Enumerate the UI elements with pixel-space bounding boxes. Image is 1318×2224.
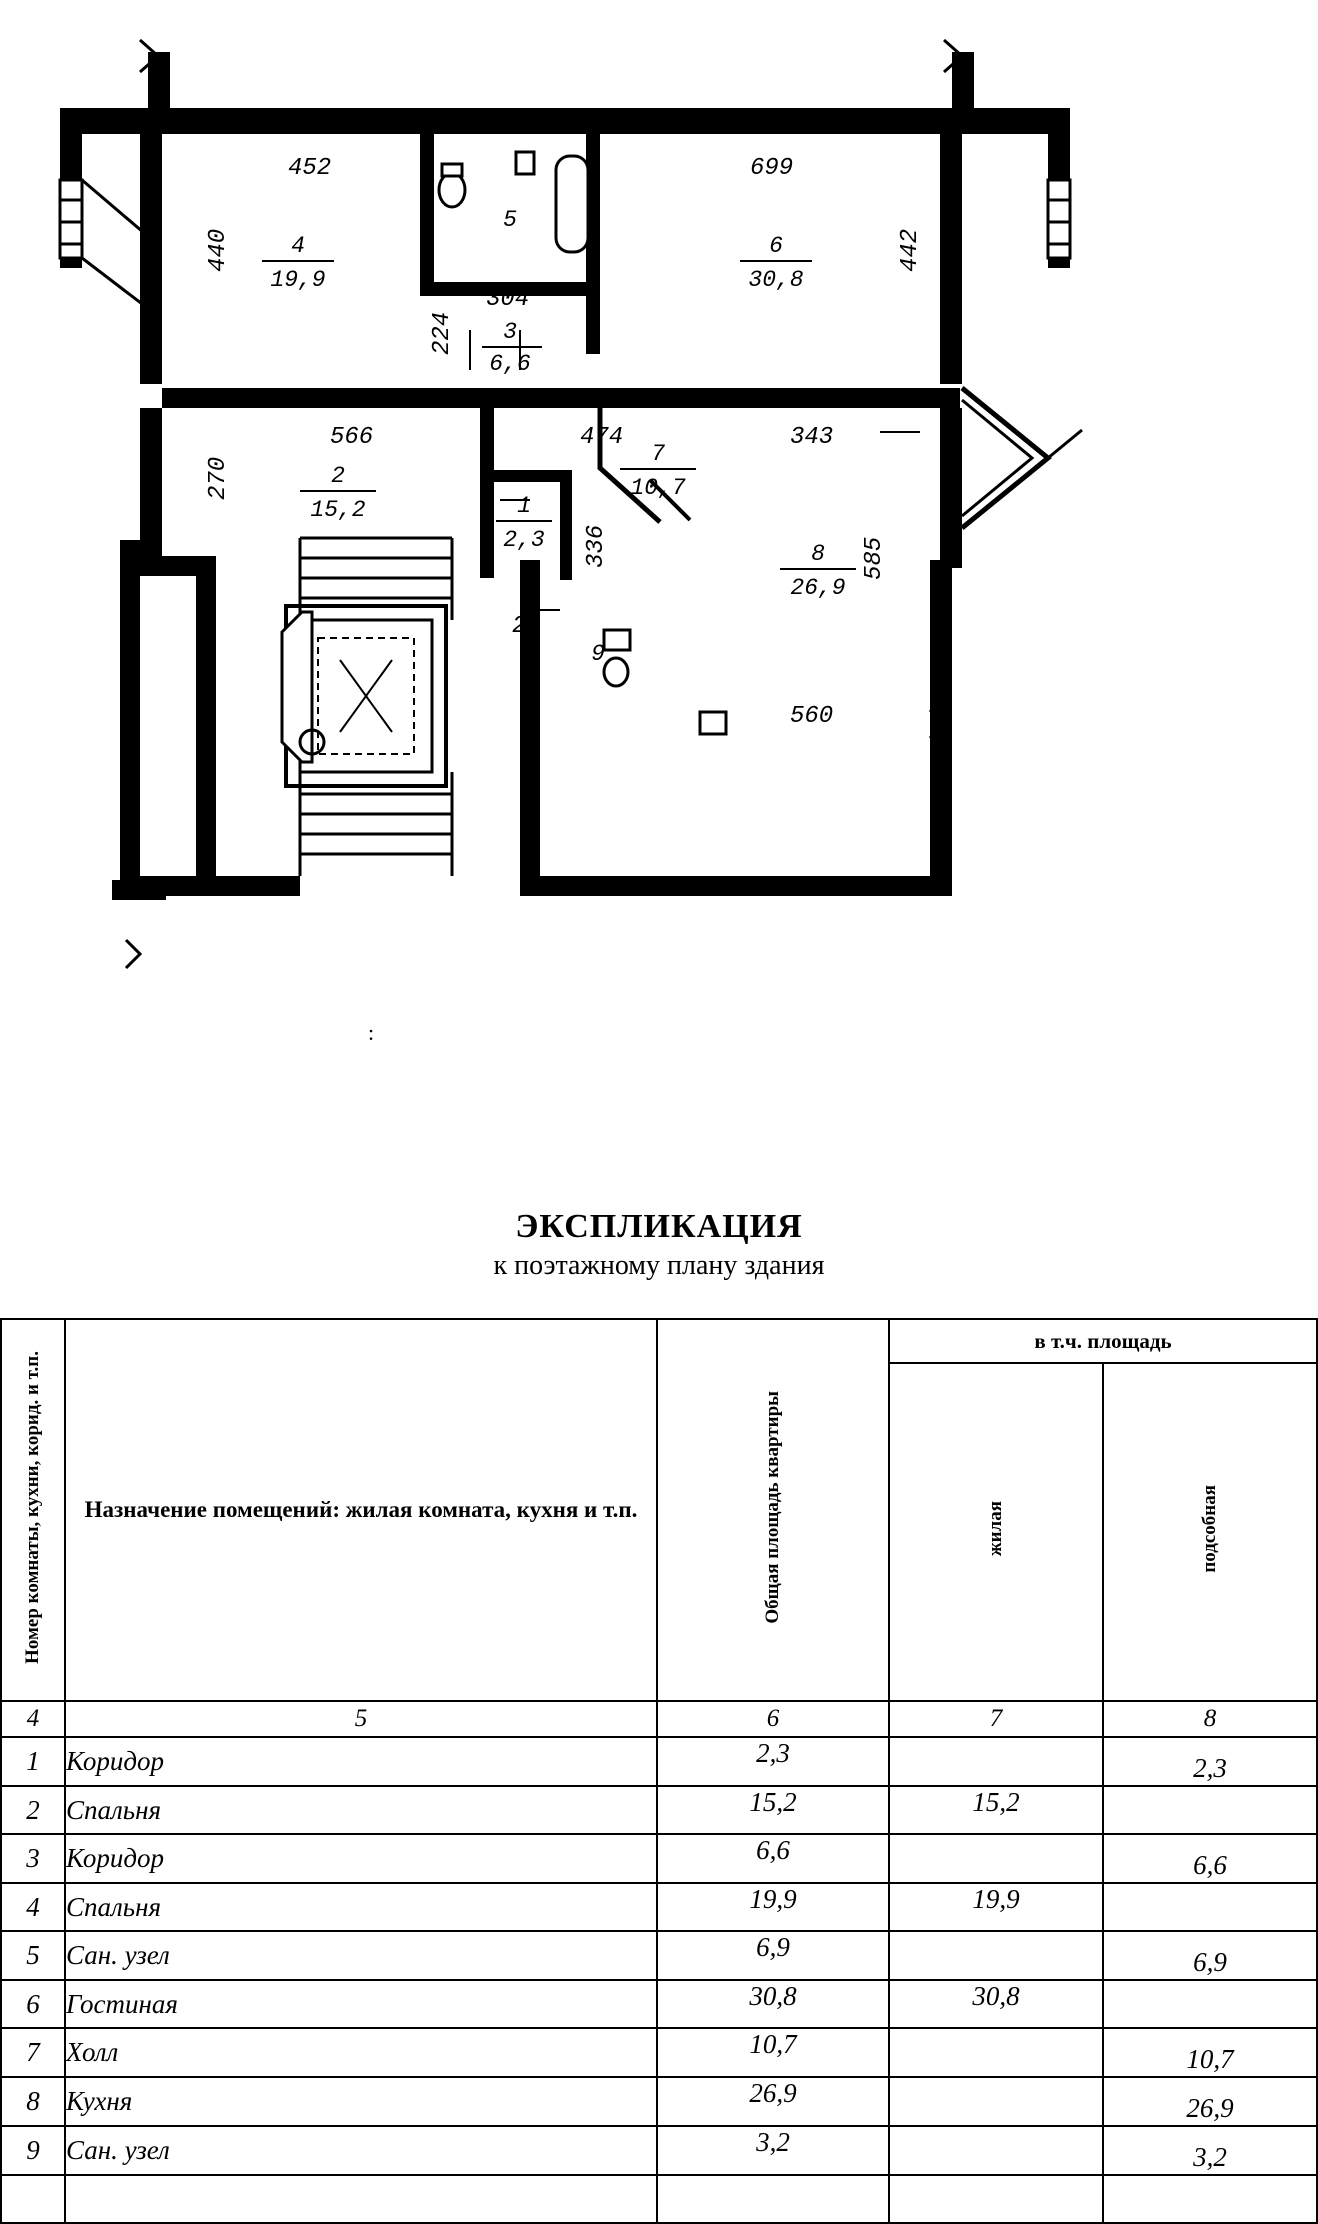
plan-room-6-id: 6 [769,233,783,259]
table-row [1,1737,1317,1786]
row-index: 8 [1,2077,65,2126]
row-index: 3 [1,1834,65,1883]
explication-table [0,1318,1318,2224]
row-index: 4 [1,1883,65,1931]
dim-mid-left: 566 [330,424,374,451]
row-index: 6 [1,1980,65,2028]
row-utility [1103,1883,1317,1931]
header-living-cell [889,1363,1103,1701]
row-total: 10,7 [657,2028,889,2077]
dim-stair-24: 24 [512,613,541,640]
row-name: Кухня [65,2077,657,2126]
plan-room-5-id: 5 [503,207,517,233]
row-living [889,2077,1103,2126]
row-utility: 26,9 [1103,2077,1317,2126]
row-living [889,2175,1103,2223]
plan-room-4-id: 4 [291,233,305,259]
header-group-cell [889,1319,1317,1363]
header-group-label: в т.ч. площадь [1034,1328,1172,1353]
colnum-total: 6 [657,1701,889,1737]
explication-title-block [0,1208,1318,1282]
dim-center-224: 224 [429,311,456,355]
row-living: 15,2 [889,1786,1103,1834]
page-subtitle: к поэтажному плану здания [493,1250,825,1281]
row-living [889,2028,1103,2077]
plan-room-3-area: 6,6 [489,351,531,377]
row-total: 6,6 [657,1834,889,1883]
row-total: 30,8 [657,1980,889,2028]
table-row [1,1980,1317,2028]
colnum-index: 4 [1,1701,65,1737]
row-name: Сан. узел [65,2126,657,2175]
row-utility [1103,1980,1317,2028]
row-living [889,2126,1103,2175]
row-living [889,1834,1103,1883]
header-index-label: Номер комнаты, кухни, корид. и т.п. [22,1350,44,1664]
plan-colon-marker: : [368,1020,375,1045]
header-total-label: Общая площадь квартиры [762,1390,783,1624]
dim-left-mid: 270 [205,456,232,500]
row-utility: 6,9 [1103,1931,1317,1980]
row-total: 6,9 [657,1931,889,1980]
table-row [1,1786,1317,1834]
table-row [1,1931,1317,1980]
row-name: Спальня [65,1883,657,1931]
header-purpose-cell [65,1319,657,1701]
row-living [889,1931,1103,1980]
table-row [1,2126,1317,2175]
dim-left-upper: 440 [205,228,232,272]
plan-room-9-id: 9 [591,641,605,667]
row-name: Коридор [65,1834,657,1883]
dim-top-right: 699 [750,155,794,182]
plan-room-3-id: 3 [503,319,517,345]
table-row [1,1834,1317,1883]
dim-center-336: 336 [583,524,610,568]
plan-room-8-id: 8 [811,541,825,567]
plan-room-8-area: 26,9 [790,575,846,601]
row-name: Спальня [65,1786,657,1834]
row-name: Гостиная [65,1980,657,2028]
row-total [657,2175,889,2223]
row-index: 2 [1,1786,65,1834]
row-total: 3,2 [657,2126,889,2175]
colnum-purpose: 5 [65,1701,657,1737]
header-purpose-label: Назначение помещений: жилая комната, кухня и т.п. [84,1497,638,1523]
table-row [1,1883,1317,1931]
dim-center-304: 304 [486,286,530,313]
row-name: Сан. узел [65,1931,657,1980]
row-index: 1 [1,1737,65,1786]
plan-room-6-area: 30,8 [748,267,804,293]
dim-bottom-right: 560 [790,703,834,730]
table-row [1,2077,1317,2126]
row-utility [1103,2175,1317,2223]
row-total: 15,2 [657,1786,889,1834]
colnum-living: 7 [889,1701,1103,1737]
header-utility-cell [1103,1363,1317,1701]
row-index: 7 [1,2028,65,2077]
row-utility: 6,6 [1103,1834,1317,1883]
colnum-utility: 8 [1103,1701,1317,1737]
row-utility: 3,2 [1103,2126,1317,2175]
dim-mid-right: 343 [790,424,834,451]
row-living [889,1737,1103,1786]
plan-room-7-id: 7 [651,441,665,467]
table-row [1,2175,1317,2223]
plan-room-7-area: 10,7 [630,475,686,501]
row-total: 19,9 [657,1883,889,1931]
row-name: Холл [65,2028,657,2077]
row-name: Коридор [65,1737,657,1786]
row-utility: 2,3 [1103,1737,1317,1786]
row-index [1,2175,65,2223]
table-row [1,2028,1317,2077]
explication-table-wrapper [0,1318,1318,2224]
row-total: 2,3 [657,1737,889,1786]
dim-mid-center: 474 [580,424,624,451]
row-living: 19,9 [889,1883,1103,1931]
row-utility: 10,7 [1103,2028,1317,2077]
header-total-cell [657,1319,889,1701]
header-living-label: жилая [985,1501,1006,1557]
row-name [65,2175,657,2223]
header-utility-label: подсобная [1199,1485,1220,1573]
dim-top-left: 452 [288,155,332,182]
plan-room-2-id: 2 [331,463,345,489]
row-utility [1103,1786,1317,1834]
row-index: 5 [1,1931,65,1980]
row-living: 30,8 [889,1980,1103,2028]
plan-room-2-area: 15,2 [310,497,366,523]
plan-room-4-area: 19,9 [270,267,326,293]
row-total: 26,9 [657,2077,889,2126]
dim-right-585: 585 [861,536,888,580]
dim-right-upper: 442 [897,228,924,272]
table-column-number-row [1,1701,1317,1737]
page-title: ЭКСПЛИКАЦИЯ [515,1208,803,1245]
header-index-cell [1,1319,65,1701]
table-header-group-row [1,1319,1317,1363]
plan-room-1-id: 1 [517,493,531,519]
row-index: 9 [1,2126,65,2175]
plan-room-1-area: 2,3 [503,527,545,553]
